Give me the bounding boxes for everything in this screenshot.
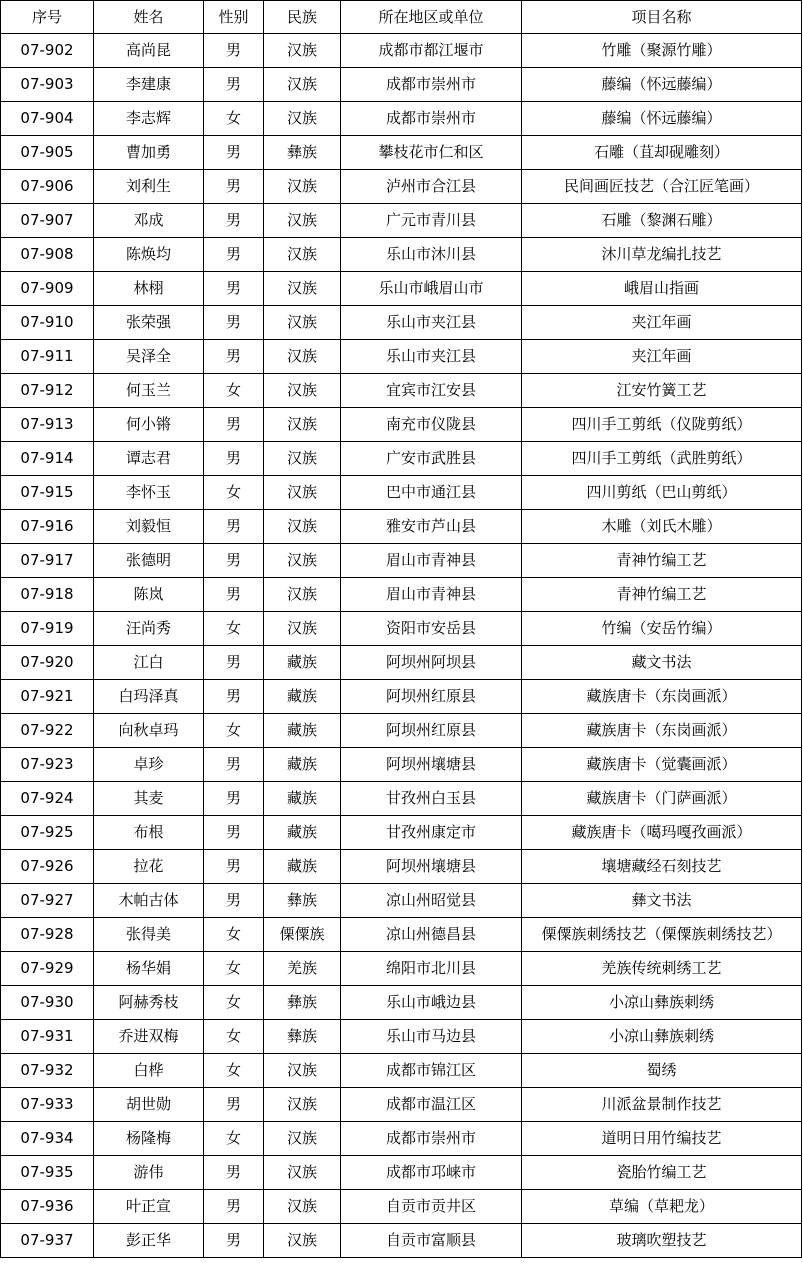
cell-id: 07-926 [1, 850, 94, 884]
cell-ethnicity: 藏族 [264, 782, 341, 816]
cell-gender: 男 [204, 238, 264, 272]
cell-project: 藤编（怀远藤编） [522, 68, 802, 102]
cell-id: 07-927 [1, 884, 94, 918]
cell-id: 07-925 [1, 816, 94, 850]
cell-project: 四川手工剪纸（仪陇剪纸） [522, 408, 802, 442]
cell-ethnicity: 汉族 [264, 374, 341, 408]
cell-ethnicity: 汉族 [264, 34, 341, 68]
cell-project: 江安竹簧工艺 [522, 374, 802, 408]
cell-id: 07-918 [1, 578, 94, 612]
cell-name: 高尚昆 [94, 34, 204, 68]
cell-location: 阿坝州阿坝县 [341, 646, 522, 680]
cell-project: 玻璃吹塑技艺 [522, 1224, 802, 1258]
cell-name: 曹加勇 [94, 136, 204, 170]
cell-ethnicity: 汉族 [264, 1054, 341, 1088]
cell-location: 成都市崇州市 [341, 102, 522, 136]
cell-ethnicity: 汉族 [264, 1190, 341, 1224]
table-row [1, 306, 802, 340]
cell-location: 甘孜州康定市 [341, 816, 522, 850]
cell-ethnicity: 汉族 [264, 442, 341, 476]
cell-project: 川派盆景制作技艺 [522, 1088, 802, 1122]
cell-ethnicity: 汉族 [264, 238, 341, 272]
cell-gender: 女 [204, 1054, 264, 1088]
cell-ethnicity: 藏族 [264, 816, 341, 850]
cell-location: 攀枝花市仁和区 [341, 136, 522, 170]
header-ethnicity: 民族 [264, 1, 341, 34]
cell-gender: 女 [204, 1122, 264, 1156]
table-row [1, 476, 802, 510]
cell-name: 邓成 [94, 204, 204, 238]
table-row [1, 1122, 802, 1156]
cell-location: 自贡市贡井区 [341, 1190, 522, 1224]
table-row [1, 986, 802, 1020]
table-row [1, 510, 802, 544]
cell-ethnicity: 傈僳族 [264, 918, 341, 952]
cell-id: 07-921 [1, 680, 94, 714]
cell-gender: 男 [204, 408, 264, 442]
cell-id: 07-916 [1, 510, 94, 544]
table-row [1, 782, 802, 816]
cell-gender: 男 [204, 680, 264, 714]
cell-location: 南充市仪陇县 [341, 408, 522, 442]
cell-id: 07-935 [1, 1156, 94, 1190]
cell-id: 07-910 [1, 306, 94, 340]
table-row [1, 170, 802, 204]
cell-id: 07-920 [1, 646, 94, 680]
table-row [1, 272, 802, 306]
cell-ethnicity: 汉族 [264, 1088, 341, 1122]
cell-ethnicity: 彝族 [264, 136, 341, 170]
table-header [1, 1, 802, 34]
table-row [1, 408, 802, 442]
table-row [1, 748, 802, 782]
cell-name: 李怀玉 [94, 476, 204, 510]
table-row [1, 918, 802, 952]
cell-location: 成都市都江堰市 [341, 34, 522, 68]
cell-name: 卓珍 [94, 748, 204, 782]
cell-ethnicity: 汉族 [264, 272, 341, 306]
cell-gender: 女 [204, 986, 264, 1020]
cell-name: 彭正华 [94, 1224, 204, 1258]
cell-id: 07-911 [1, 340, 94, 374]
cell-project: 藏族唐卡（东岗画派） [522, 714, 802, 748]
cell-id: 07-937 [1, 1224, 94, 1258]
cell-name: 张荣强 [94, 306, 204, 340]
cell-ethnicity: 藏族 [264, 680, 341, 714]
cell-name: 阿赫秀枝 [94, 986, 204, 1020]
cell-id: 07-915 [1, 476, 94, 510]
cell-name: 谭志君 [94, 442, 204, 476]
cell-id: 07-913 [1, 408, 94, 442]
cell-location: 阿坝州红原县 [341, 714, 522, 748]
cell-name: 刘利生 [94, 170, 204, 204]
cell-project: 藏族唐卡（噶玛嘎孜画派） [522, 816, 802, 850]
cell-location: 绵阳市北川县 [341, 952, 522, 986]
cell-ethnicity: 藏族 [264, 850, 341, 884]
cell-name: 向秋卓玛 [94, 714, 204, 748]
cell-name: 吴泽全 [94, 340, 204, 374]
cell-id: 07-904 [1, 102, 94, 136]
header-location: 所在地区或单位 [341, 1, 522, 34]
cell-id: 07-922 [1, 714, 94, 748]
cell-name: 胡世勋 [94, 1088, 204, 1122]
cell-project: 道明日用竹编技艺 [522, 1122, 802, 1156]
cell-location: 乐山市夹江县 [341, 340, 522, 374]
cell-id: 07-902 [1, 34, 94, 68]
cell-name: 汪尚秀 [94, 612, 204, 646]
table-row [1, 442, 802, 476]
cell-gender: 男 [204, 1088, 264, 1122]
table-row [1, 1156, 802, 1190]
cell-project: 青神竹编工艺 [522, 544, 802, 578]
cell-project: 小凉山彝族刺绣 [522, 1020, 802, 1054]
table-row [1, 34, 802, 68]
table-row [1, 544, 802, 578]
cell-id: 07-933 [1, 1088, 94, 1122]
cell-gender: 男 [204, 68, 264, 102]
cell-name: 刘毅恒 [94, 510, 204, 544]
cell-ethnicity: 汉族 [264, 510, 341, 544]
cell-name: 游伟 [94, 1156, 204, 1190]
cell-name: 白玛泽真 [94, 680, 204, 714]
table-row [1, 952, 802, 986]
cell-project: 小凉山彝族刺绣 [522, 986, 802, 1020]
cell-name: 陈焕均 [94, 238, 204, 272]
cell-project: 四川剪纸（巴山剪纸） [522, 476, 802, 510]
cell-name: 陈岚 [94, 578, 204, 612]
cell-project: 瓷胎竹编工艺 [522, 1156, 802, 1190]
cell-gender: 男 [204, 1224, 264, 1258]
cell-project: 夹江年画 [522, 306, 802, 340]
cell-gender: 男 [204, 782, 264, 816]
cell-location: 眉山市青神县 [341, 578, 522, 612]
cell-gender: 男 [204, 884, 264, 918]
cell-gender: 女 [204, 1020, 264, 1054]
table-row [1, 68, 802, 102]
cell-ethnicity: 汉族 [264, 102, 341, 136]
cell-location: 雅安市芦山县 [341, 510, 522, 544]
cell-project: 青神竹编工艺 [522, 578, 802, 612]
cell-location: 成都市锦江区 [341, 1054, 522, 1088]
cell-gender: 男 [204, 578, 264, 612]
cell-gender: 男 [204, 306, 264, 340]
cell-project: 壤塘藏经石刻技艺 [522, 850, 802, 884]
cell-location: 阿坝州壤塘县 [341, 748, 522, 782]
cell-gender: 男 [204, 170, 264, 204]
cell-project: 羌族传统刺绣工艺 [522, 952, 802, 986]
cell-project: 夹江年画 [522, 340, 802, 374]
table-row [1, 1020, 802, 1054]
cell-project: 石雕（苴却砚雕刻） [522, 136, 802, 170]
table-row [1, 646, 802, 680]
cell-project: 藏族唐卡（门萨画派） [522, 782, 802, 816]
cell-gender: 男 [204, 442, 264, 476]
cell-id: 07-932 [1, 1054, 94, 1088]
cell-ethnicity: 汉族 [264, 544, 341, 578]
cell-gender: 女 [204, 102, 264, 136]
cell-id: 07-909 [1, 272, 94, 306]
cell-location: 宜宾市江安县 [341, 374, 522, 408]
cell-location: 乐山市夹江县 [341, 306, 522, 340]
cell-name: 江白 [94, 646, 204, 680]
cell-project: 民间画匠技艺（合江匠笔画） [522, 170, 802, 204]
cell-project: 木雕（刘氏木雕） [522, 510, 802, 544]
cell-gender: 男 [204, 544, 264, 578]
cell-project: 傈僳族刺绣技艺（傈僳族刺绣技艺） [522, 918, 802, 952]
cell-name: 白桦 [94, 1054, 204, 1088]
header-name: 姓名 [94, 1, 204, 34]
table-row [1, 816, 802, 850]
cell-location: 凉山州德昌县 [341, 918, 522, 952]
cell-location: 资阳市安岳县 [341, 612, 522, 646]
cell-location: 泸州市合江县 [341, 170, 522, 204]
table-body [1, 34, 802, 1258]
cell-gender: 男 [204, 850, 264, 884]
cell-name: 林栩 [94, 272, 204, 306]
cell-project: 藤编（怀远藤编） [522, 102, 802, 136]
cell-ethnicity: 汉族 [264, 612, 341, 646]
cell-location: 乐山市峨眉山市 [341, 272, 522, 306]
cell-id: 07-931 [1, 1020, 94, 1054]
cell-gender: 男 [204, 646, 264, 680]
cell-ethnicity: 藏族 [264, 714, 341, 748]
cell-name: 其麦 [94, 782, 204, 816]
cell-project: 彝文书法 [522, 884, 802, 918]
cell-name: 布根 [94, 816, 204, 850]
cell-ethnicity: 汉族 [264, 1156, 341, 1190]
cell-project: 竹编（安岳竹编） [522, 612, 802, 646]
cell-gender: 女 [204, 374, 264, 408]
cell-project: 藏族唐卡（觉囊画派） [522, 748, 802, 782]
table-row [1, 680, 802, 714]
cell-ethnicity: 彝族 [264, 1020, 341, 1054]
table-row [1, 1224, 802, 1258]
cell-gender: 女 [204, 952, 264, 986]
cell-id: 07-905 [1, 136, 94, 170]
cell-location: 广安市武胜县 [341, 442, 522, 476]
cell-name: 杨隆梅 [94, 1122, 204, 1156]
cell-id: 07-908 [1, 238, 94, 272]
cell-id: 07-917 [1, 544, 94, 578]
cell-name: 叶正宣 [94, 1190, 204, 1224]
cell-location: 阿坝州壤塘县 [341, 850, 522, 884]
cell-gender: 男 [204, 510, 264, 544]
cell-project: 草编（草耙龙） [522, 1190, 802, 1224]
cell-location: 成都市温江区 [341, 1088, 522, 1122]
table-row [1, 102, 802, 136]
cell-ethnicity: 汉族 [264, 1122, 341, 1156]
table-row [1, 1190, 802, 1224]
cell-name: 拉花 [94, 850, 204, 884]
cell-gender: 女 [204, 714, 264, 748]
table-row [1, 1054, 802, 1088]
cell-gender: 男 [204, 272, 264, 306]
table-row [1, 578, 802, 612]
cell-id: 07-934 [1, 1122, 94, 1156]
cell-ethnicity: 汉族 [264, 204, 341, 238]
table-row [1, 238, 802, 272]
cell-ethnicity: 汉族 [264, 408, 341, 442]
cell-gender: 女 [204, 612, 264, 646]
cell-gender: 男 [204, 204, 264, 238]
cell-ethnicity: 藏族 [264, 646, 341, 680]
table-row [1, 374, 802, 408]
cell-name: 乔进双梅 [94, 1020, 204, 1054]
cell-location: 阿坝州红原县 [341, 680, 522, 714]
cell-ethnicity: 汉族 [264, 578, 341, 612]
table-row [1, 136, 802, 170]
table-row [1, 204, 802, 238]
header-id: 序号 [1, 1, 94, 34]
cell-gender: 女 [204, 476, 264, 510]
cell-ethnicity: 汉族 [264, 68, 341, 102]
cell-location: 甘孜州白玉县 [341, 782, 522, 816]
cell-id: 07-907 [1, 204, 94, 238]
cell-project: 竹雕（聚源竹雕） [522, 34, 802, 68]
cell-name: 张得美 [94, 918, 204, 952]
cell-gender: 男 [204, 340, 264, 374]
cell-location: 乐山市沐川县 [341, 238, 522, 272]
cell-id: 07-924 [1, 782, 94, 816]
cell-ethnicity: 彝族 [264, 986, 341, 1020]
cell-name: 木帕古体 [94, 884, 204, 918]
cell-ethnicity: 汉族 [264, 1224, 341, 1258]
cell-ethnicity: 藏族 [264, 748, 341, 782]
cell-name: 何玉兰 [94, 374, 204, 408]
cell-name: 何小锵 [94, 408, 204, 442]
header-row [1, 1, 802, 34]
cell-location: 广元市青川县 [341, 204, 522, 238]
table-row [1, 714, 802, 748]
cell-location: 凉山州昭觉县 [341, 884, 522, 918]
cell-name: 李志辉 [94, 102, 204, 136]
cell-location: 眉山市青神县 [341, 544, 522, 578]
cell-location: 自贡市富顺县 [341, 1224, 522, 1258]
cell-ethnicity: 彝族 [264, 884, 341, 918]
cell-id: 07-906 [1, 170, 94, 204]
cell-location: 乐山市马边县 [341, 1020, 522, 1054]
cell-project: 蜀绣 [522, 1054, 802, 1088]
cell-location: 成都市邛崃市 [341, 1156, 522, 1190]
cell-id: 07-912 [1, 374, 94, 408]
cell-gender: 男 [204, 816, 264, 850]
cell-ethnicity: 羌族 [264, 952, 341, 986]
cell-id: 07-919 [1, 612, 94, 646]
cell-location: 成都市崇州市 [341, 68, 522, 102]
table-row [1, 884, 802, 918]
cell-id: 07-928 [1, 918, 94, 952]
cell-project: 沐川草龙编扎技艺 [522, 238, 802, 272]
cell-name: 杨华娟 [94, 952, 204, 986]
cell-ethnicity: 汉族 [264, 306, 341, 340]
cell-location: 成都市崇州市 [341, 1122, 522, 1156]
cell-project: 藏文书法 [522, 646, 802, 680]
cell-gender: 男 [204, 1190, 264, 1224]
header-project: 项目名称 [522, 1, 802, 34]
cell-project: 石雕（黎渊石雕） [522, 204, 802, 238]
cell-gender: 男 [204, 748, 264, 782]
cell-project: 峨眉山指画 [522, 272, 802, 306]
cell-gender: 男 [204, 136, 264, 170]
cell-gender: 女 [204, 918, 264, 952]
cell-id: 07-930 [1, 986, 94, 1020]
cell-name: 张德明 [94, 544, 204, 578]
cell-project: 藏族唐卡（东岗画派） [522, 680, 802, 714]
cell-ethnicity: 汉族 [264, 170, 341, 204]
table-row [1, 1088, 802, 1122]
header-gender: 性别 [204, 1, 264, 34]
cell-location: 乐山市峨边县 [341, 986, 522, 1020]
cell-ethnicity: 汉族 [264, 340, 341, 374]
table-row [1, 340, 802, 374]
table-row [1, 850, 802, 884]
cell-id: 07-936 [1, 1190, 94, 1224]
cell-gender: 男 [204, 1156, 264, 1190]
cell-gender: 男 [204, 34, 264, 68]
cell-ethnicity: 汉族 [264, 476, 341, 510]
cell-name: 李建康 [94, 68, 204, 102]
cell-project: 四川手工剪纸（武胜剪纸） [522, 442, 802, 476]
table-row [1, 612, 802, 646]
cell-id: 07-914 [1, 442, 94, 476]
cell-id: 07-923 [1, 748, 94, 782]
cell-id: 07-929 [1, 952, 94, 986]
cell-id: 07-903 [1, 68, 94, 102]
cell-location: 巴中市通江县 [341, 476, 522, 510]
